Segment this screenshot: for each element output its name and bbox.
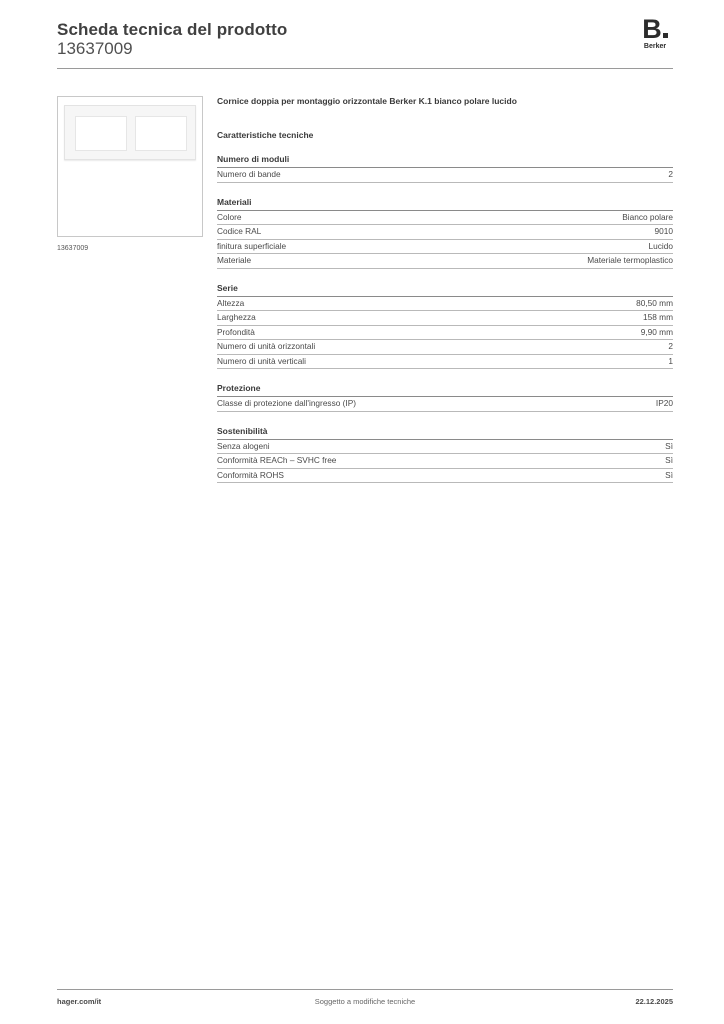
logo-name: Berker <box>643 43 667 50</box>
frame-opening-left <box>75 116 127 151</box>
section-title: Serie <box>217 283 673 297</box>
spec-row <box>217 397 673 412</box>
spec-label: Colore <box>217 211 242 222</box>
double-frame-illustration <box>64 105 196 160</box>
tech-heading: Caratteristiche tecniche <box>217 130 314 140</box>
spec-value: 1 <box>668 355 673 366</box>
spec-row <box>217 254 673 269</box>
spec-content <box>217 96 673 483</box>
spec-section <box>217 383 673 412</box>
spec-value: Sì <box>665 440 673 451</box>
spec-label: Conformità REACh – SVHC free <box>217 455 337 465</box>
spec-row <box>217 225 673 240</box>
spec-row <box>217 240 673 255</box>
spec-value: 9,90 mm <box>640 326 673 337</box>
spec-label: Materiale <box>217 255 252 265</box>
spec-value: Lucido <box>648 240 673 251</box>
spec-section <box>217 197 673 269</box>
spec-value: Bianco polare <box>622 211 673 222</box>
spec-value: 2 <box>668 341 673 351</box>
footer-website: hager.com/it <box>57 997 102 1006</box>
spec-row <box>217 440 673 455</box>
page-title: Scheda tecnica del prodotto <box>57 20 288 39</box>
berker-logo <box>637 16 673 50</box>
spec-label: Profondità <box>217 326 255 337</box>
product-name: Cornice doppia per montaggio orizzontale Berker K.1 bianco polare lucido <box>217 96 517 106</box>
spec-row <box>217 340 673 355</box>
spec-row <box>217 326 673 341</box>
page-header <box>57 14 673 70</box>
spec-section <box>217 426 673 484</box>
spec-label: Numero di unità verticali <box>217 355 306 366</box>
spec-label: Classe di protezione dall'ingresso (IP) <box>217 398 357 408</box>
spec-sections <box>217 154 673 483</box>
image-caption: 13637009 <box>57 245 89 252</box>
spec-value: Materiale termoplastico <box>587 255 673 265</box>
footer-divider <box>57 989 673 990</box>
spec-value: IP20 <box>655 398 673 408</box>
spec-row <box>217 311 673 326</box>
product-image <box>57 96 203 237</box>
section-title: Protezione <box>217 383 673 397</box>
footer-note: Soggetto a modifiche tecniche <box>314 997 416 1006</box>
product-code: 13637009 <box>57 39 133 58</box>
spec-label: Senza alogeni <box>217 440 270 451</box>
spec-row <box>217 297 673 312</box>
frame-opening-right <box>135 116 187 151</box>
logo-dot <box>663 33 668 38</box>
spec-section <box>217 154 673 183</box>
spec-value: Sì <box>665 469 673 480</box>
spec-value: 158 mm <box>643 312 673 322</box>
footer-date: 22.12.2025 <box>635 997 673 1006</box>
header-divider <box>57 68 673 69</box>
spec-label: Conformità ROHS <box>217 469 284 480</box>
spec-value: 2 <box>668 169 673 179</box>
section-title: Numero di moduli <box>217 154 673 168</box>
spec-label: Numero di unità orizzontali <box>217 341 316 351</box>
spec-label: Altezza <box>217 297 245 308</box>
spec-row <box>217 469 673 484</box>
spec-label: Numero di bande <box>217 169 281 179</box>
spec-label: finitura superficiale <box>217 240 287 251</box>
spec-section <box>217 283 673 370</box>
section-title: Materiali <box>217 197 673 211</box>
spec-value: 80,50 mm <box>636 297 673 308</box>
spec-row <box>217 211 673 226</box>
section-title: Sostenibilità <box>217 426 673 440</box>
spec-row <box>217 355 673 370</box>
spec-value: 9010 <box>654 226 673 236</box>
spec-row <box>217 168 673 183</box>
logo-letter: B <box>642 14 662 44</box>
spec-value: Sì <box>665 455 673 465</box>
spec-label: Larghezza <box>217 312 256 322</box>
page-footer <box>57 997 673 1009</box>
spec-label: Codice RAL <box>217 226 262 236</box>
spec-row <box>217 454 673 469</box>
